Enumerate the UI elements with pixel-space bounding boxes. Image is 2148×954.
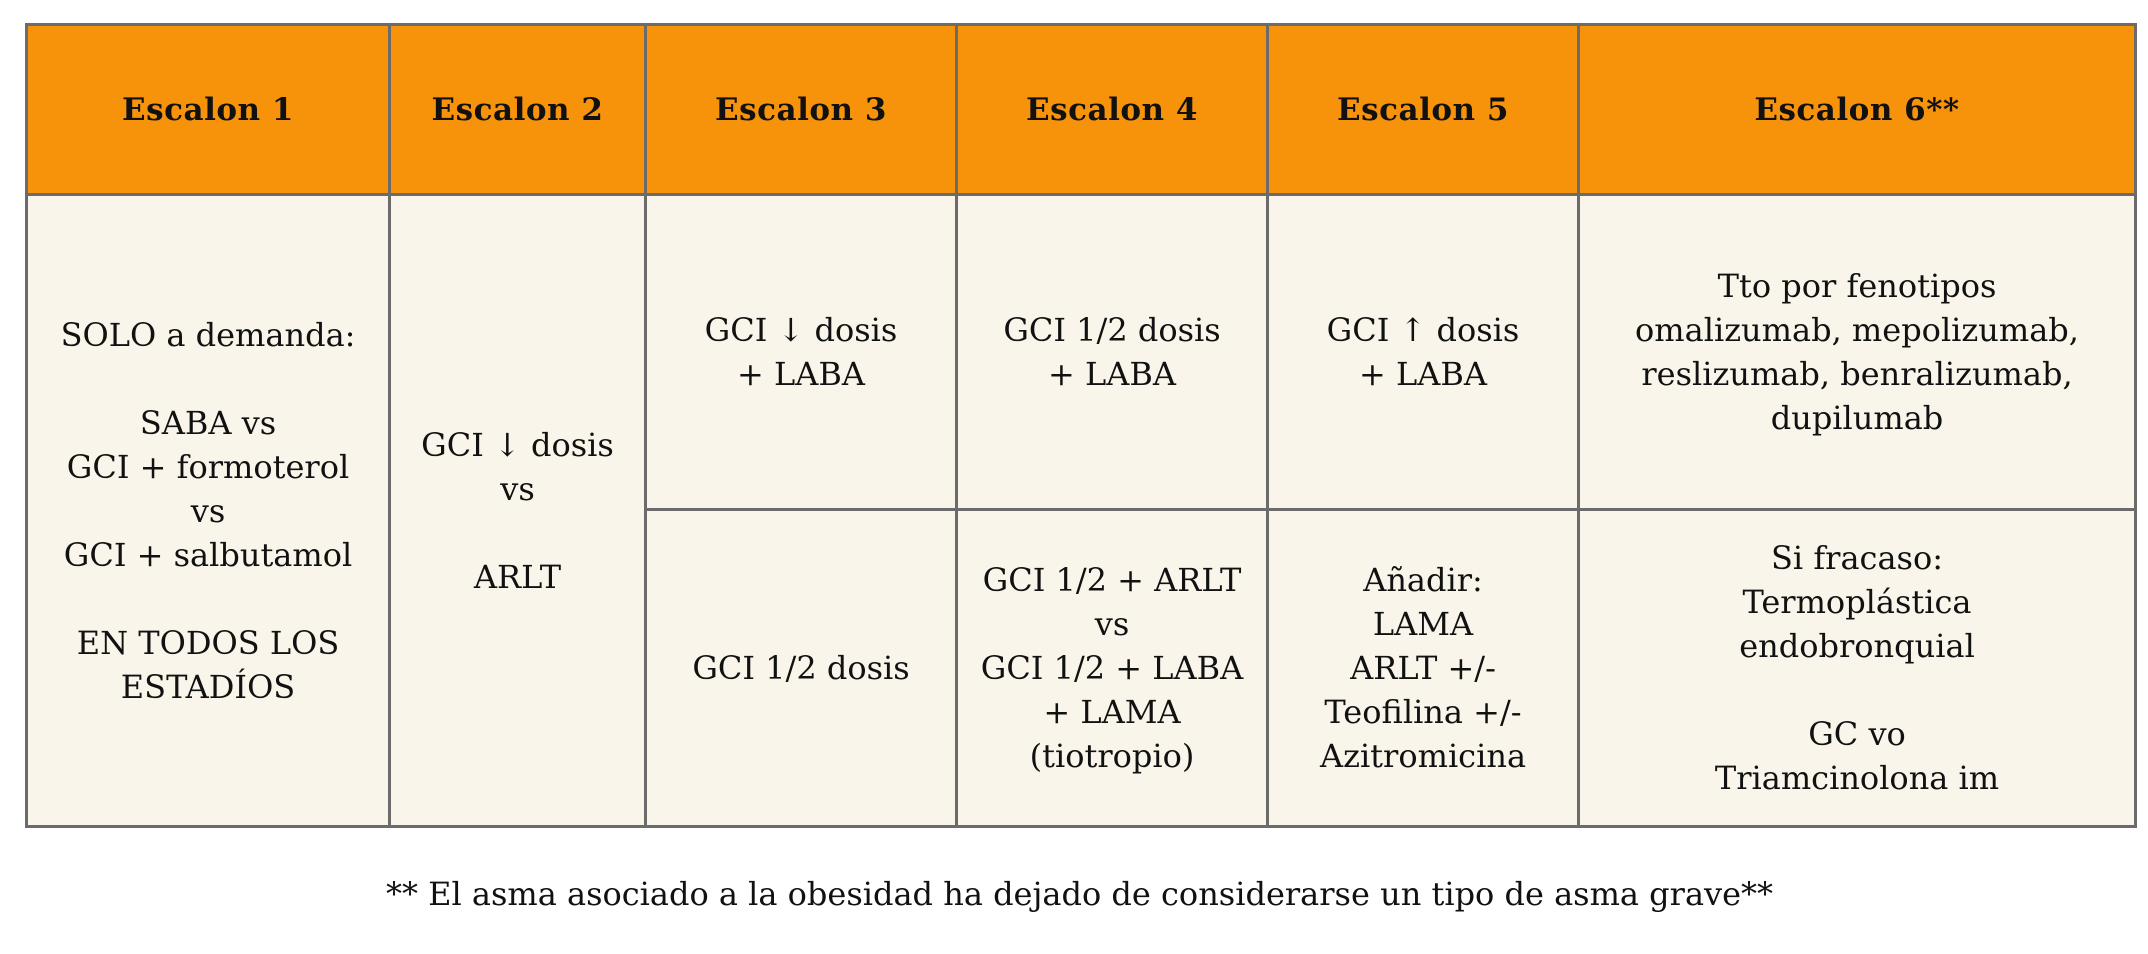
step-5-bottom-line: LAMA (1372, 605, 1474, 643)
step-1-line: EN TODOS LOS (76, 623, 340, 662)
step-6-top-line: reslizumab, benralizumab, (1641, 355, 2073, 393)
step-1-line: SABA vs (139, 403, 277, 442)
step-6-bottom-line: Si fracaso: (1770, 539, 1943, 577)
step-6-bottom-line: GC vo (1808, 715, 1906, 753)
header-step-1: Escalon 1 (27, 25, 390, 195)
step-2-line: GCI ↓ dosis (421, 425, 614, 464)
step-1-line: vs (190, 491, 226, 530)
step-2-line: ARLT (473, 557, 562, 596)
step-6-top-line: omalizumab, mepolizumab, (1635, 311, 2079, 349)
step-1-line: GCI + formoterol (66, 447, 350, 486)
footnote: ** El asma asociado a la obesidad ha dejado de considerarse un tipo de asma grave** (385, 875, 1774, 913)
step-5-top-line: GCI ↑ dosis (1326, 311, 1520, 349)
table-row (27, 195, 2136, 510)
step-4-bottom-line: + LAMA (1043, 693, 1181, 731)
step-2-line: vs (500, 469, 535, 508)
step-3-bottom-cell (646, 510, 957, 827)
step-4-bottom-line: GCI 1/2 + ARLT (982, 561, 1242, 599)
step-5-top-line: + LABA (1359, 355, 1487, 393)
step-6-bottom-cell (1579, 510, 2136, 827)
header-step-4: Escalon 4 (957, 25, 1268, 195)
step-6-top-cell (1579, 195, 2136, 510)
step-1-line: SOLO a demanda: (60, 315, 356, 354)
step-4-bottom-line: GCI 1/2 + LABA (980, 649, 1244, 687)
step-5-bottom-line: Azitromicina (1319, 737, 1527, 775)
header-step-5: Escalon 5 (1268, 25, 1579, 195)
step-3-bottom-line: GCI 1/2 dosis (692, 649, 910, 687)
step-6-top-line: dupilumab (1770, 399, 1944, 437)
header-step-2: Escalon 2 (390, 25, 646, 195)
step-4-top-line: + LABA (1048, 355, 1176, 393)
step-5-bottom-cell (1268, 510, 1579, 827)
step-5-bottom-line: Teofilina +/- (1324, 693, 1522, 731)
header-step-3: Escalon 3 (646, 25, 957, 195)
step-6-top-line: Tto por fenotipos (1717, 267, 1997, 305)
step-4-top-cell (957, 195, 1268, 510)
step-6-bottom-line: Termoplástica (1742, 583, 1972, 621)
step-6-bottom-line: endobronquial (1739, 627, 1975, 665)
step-5-top-cell (1268, 195, 1579, 510)
step-5-bottom-line: ARLT +/- (1350, 649, 1496, 687)
step-1-cell (27, 195, 390, 827)
step-4-bottom-line: (tiotropio) (1029, 737, 1195, 775)
step-4-bottom-cell (957, 510, 1268, 827)
step-4-bottom-line: vs (1094, 605, 1130, 643)
asthma-steps-table-container (25, 23, 2134, 825)
step-1-line: GCI + salbutamol (63, 535, 353, 574)
step-4-top-line: GCI 1/2 dosis (1003, 311, 1221, 349)
step-2-cell (390, 195, 646, 827)
step-3-top-line: GCI ↓ dosis (704, 311, 898, 349)
asthma-steps-table (25, 23, 2137, 828)
step-6-bottom-line: Triamcinolona im (1714, 759, 2000, 797)
step-3-top-cell (646, 195, 957, 510)
header-row (27, 25, 2136, 195)
step-1-line: ESTADÍOS (120, 667, 296, 706)
step-3-top-line: + LABA (737, 355, 865, 393)
step-5-bottom-line: Añadir: (1363, 561, 1483, 599)
header-step-6: Escalon 6** (1579, 25, 2136, 195)
